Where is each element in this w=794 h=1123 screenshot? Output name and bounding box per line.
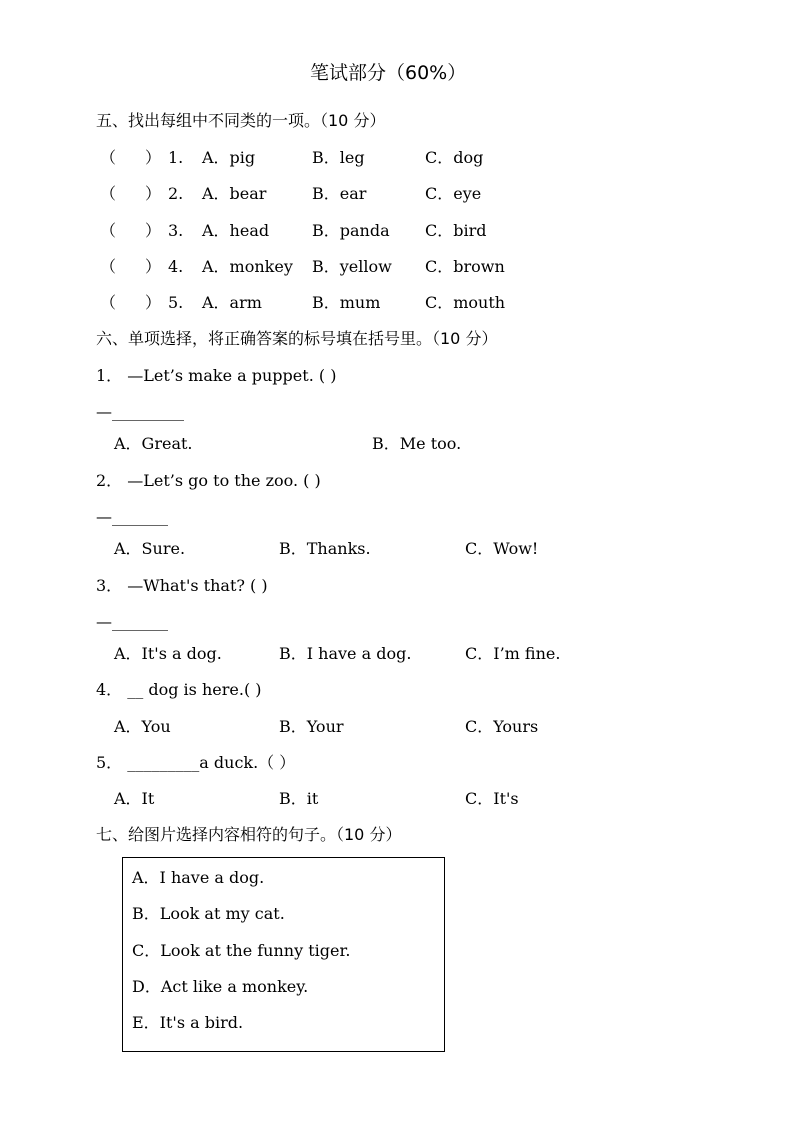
question-number: 5. — [168, 293, 184, 312]
option-c: C．brown — [425, 257, 505, 276]
option-c: C．Wow! — [465, 539, 539, 558]
option-b: B．mum — [312, 293, 381, 312]
question-number: 4. — [168, 257, 184, 276]
option-a: A．bear — [202, 184, 267, 203]
question-3-stem: 3． —What's that? ( ) — [96, 576, 268, 595]
sentence-option-a: A．I have a dog. — [132, 868, 265, 887]
question-number: 1. — [168, 148, 184, 167]
option-a: A．Great. — [114, 434, 193, 453]
section-5-heading: 五、找出每组中不同类的一项。（10 分） — [96, 111, 386, 130]
option-b: B．it — [279, 789, 319, 808]
answer-paren-open[interactable]: （ — [100, 184, 117, 203]
question-number: 2. — [168, 184, 184, 203]
option-c: C．It's — [465, 789, 519, 808]
option-a: A．pig — [202, 148, 256, 167]
answer-blank[interactable]: —_______ — [96, 612, 168, 631]
option-a: A．arm — [202, 293, 262, 312]
option-c: C．mouth — [425, 293, 506, 312]
option-a: A．It's a dog. — [114, 644, 222, 663]
sentence-option-b: B．Look at my cat. — [132, 904, 285, 923]
option-c: C．eye — [425, 184, 482, 203]
answer-paren-open[interactable]: （ — [100, 221, 117, 240]
option-b: B．I have a dog. — [279, 644, 412, 663]
option-b: B．panda — [312, 221, 390, 240]
option-a: A．monkey — [202, 257, 293, 276]
option-c: C．dog — [425, 148, 484, 167]
question-1-stem: 1． —Let’s make a puppet. ( ) — [96, 366, 337, 385]
option-a: A．It — [114, 789, 155, 808]
question-5-stem: 5． _________a duck.（ ） — [96, 753, 296, 772]
section-7-heading: 七、给图片选择内容相符的句子。（10 分） — [96, 825, 402, 844]
sentence-option-c: C．Look at the funny tiger. — [132, 941, 351, 960]
option-b: B．yellow — [312, 257, 392, 276]
option-b: B．Me too. — [372, 434, 462, 453]
option-b: B．Thanks. — [279, 539, 371, 558]
answer-paren-close[interactable]: ） — [145, 184, 162, 203]
answer-paren-close[interactable]: ） — [145, 257, 162, 276]
answer-paren-close[interactable]: ） — [145, 148, 162, 167]
question-number: 3. — [168, 221, 184, 240]
option-c: C．I’m fine. — [465, 644, 561, 663]
option-a: A．head — [202, 221, 270, 240]
option-a: A．Sure. — [114, 539, 186, 558]
option-b: B．Your — [279, 717, 344, 736]
sentence-option-e: E．It's a bird. — [132, 1013, 244, 1032]
question-4-stem: 4． __ dog is here.( ) — [96, 680, 262, 699]
question-2-stem: 2． —Let’s go to the zoo. ( ) — [96, 471, 321, 490]
section-6-heading: 六、单项选择，将正确答案的标号填在括号里。（10 分） — [96, 329, 498, 348]
page-title: 笔试部分（60%） — [310, 62, 467, 84]
answer-blank[interactable]: —_________ — [96, 402, 184, 421]
answer-paren-close[interactable]: ） — [145, 293, 162, 312]
answer-paren-open[interactable]: （ — [100, 293, 117, 312]
sentence-option-d: D．Act like a monkey. — [132, 977, 309, 996]
option-c: C．bird — [425, 221, 487, 240]
answer-paren-close[interactable]: ） — [145, 221, 162, 240]
option-b: B．ear — [312, 184, 367, 203]
option-c: C．Yours — [465, 717, 539, 736]
option-b: B．leg — [312, 148, 365, 167]
answer-blank[interactable]: —_______ — [96, 507, 168, 526]
answer-paren-open[interactable]: （ — [100, 148, 117, 167]
answer-paren-open[interactable]: （ — [100, 257, 117, 276]
option-a: A．You — [114, 717, 171, 736]
